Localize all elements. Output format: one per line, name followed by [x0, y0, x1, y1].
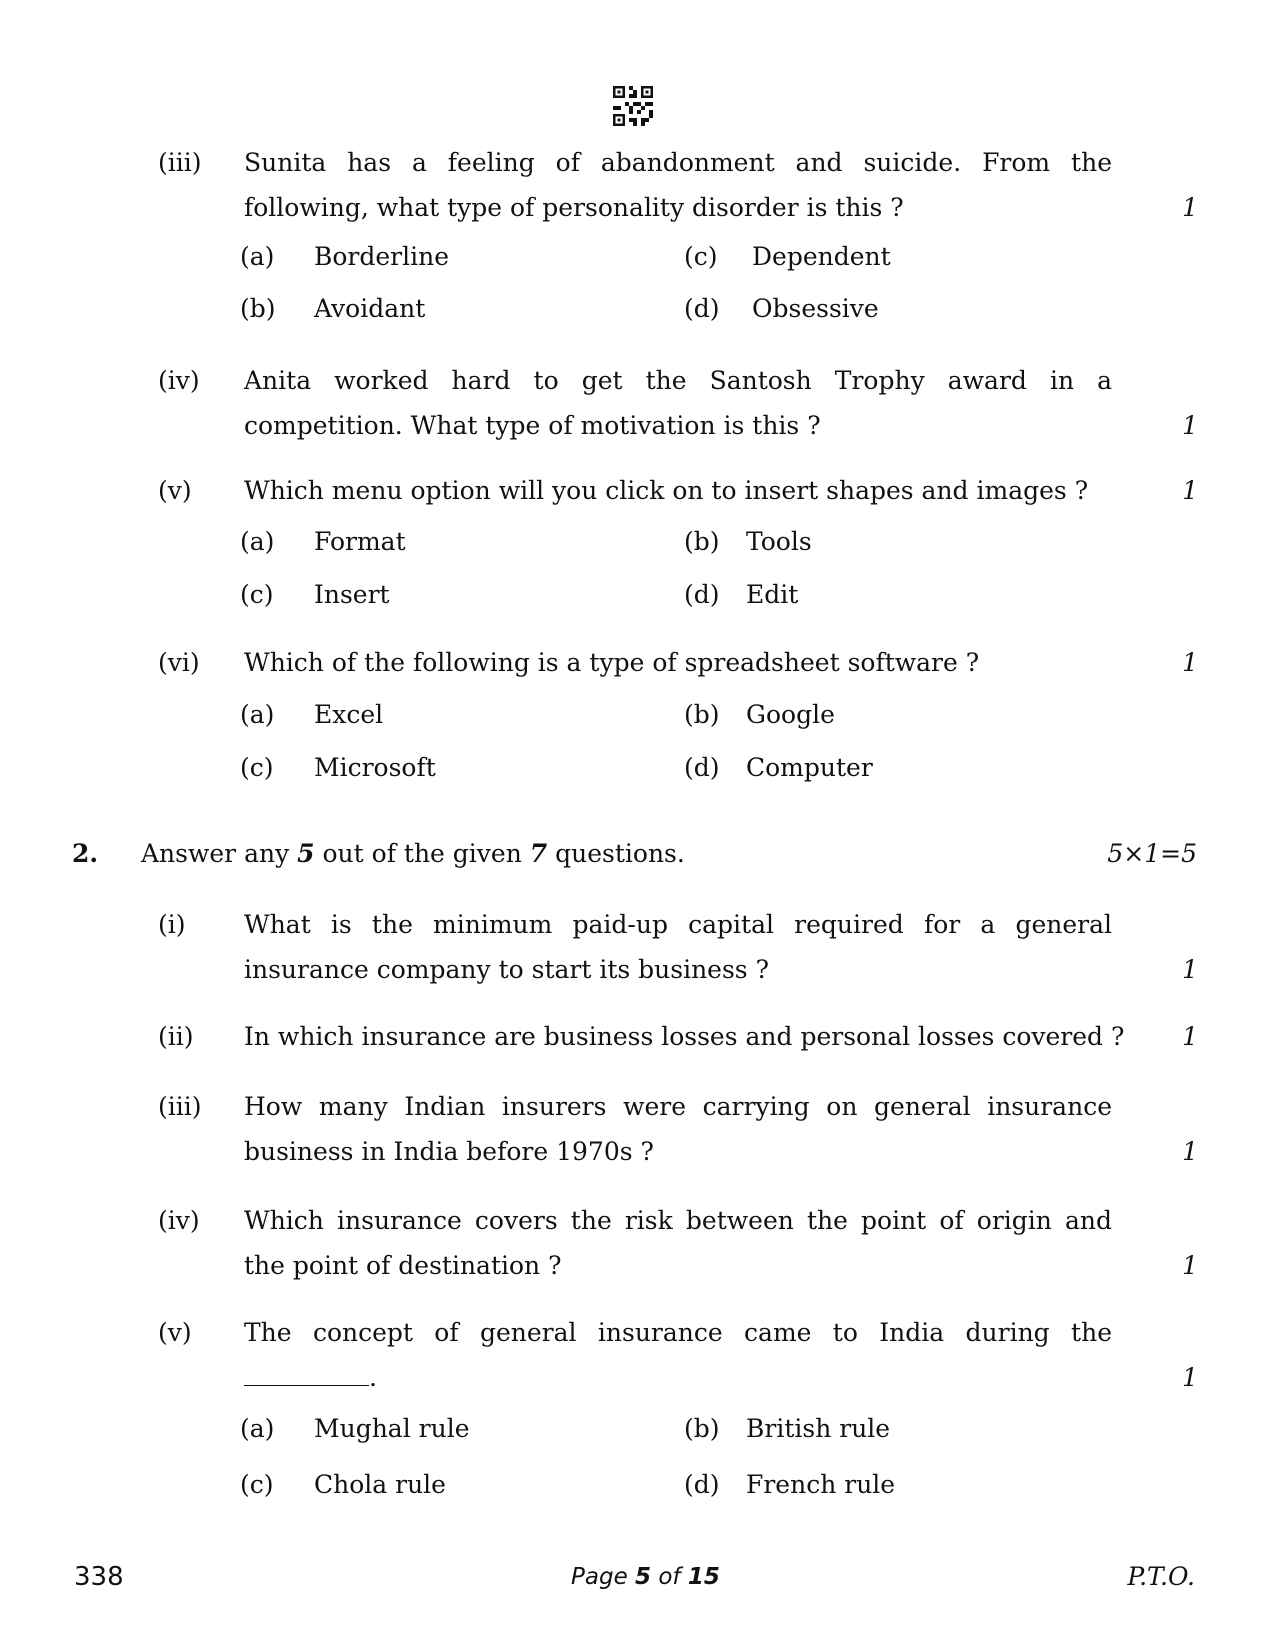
- option-label: (b): [684, 527, 720, 556]
- question-line-2: following, what type of personality disorder is this ?: [244, 193, 904, 222]
- option-label: (a): [240, 700, 275, 729]
- marks: 1: [1182, 1137, 1198, 1166]
- question-number: (vi): [158, 648, 200, 677]
- blank-suffix: .: [369, 1363, 377, 1392]
- question-line-2: competition. What type of motivation is this ?: [244, 411, 821, 440]
- page-prefix: Page: [571, 1564, 636, 1590]
- instruction-count: 5: [297, 839, 315, 868]
- option-label: (c): [240, 580, 274, 609]
- option-label: (d): [684, 294, 720, 323]
- option-text: Dependent: [752, 242, 891, 271]
- option-text: Excel: [314, 700, 384, 729]
- option-label: (a): [240, 242, 275, 271]
- marks: 1: [1182, 955, 1198, 984]
- question-number: (iii): [158, 148, 202, 177]
- instruction-part: Answer any: [141, 839, 298, 868]
- question-line-1: Sunita has a feeling of abandonment and suicide. From the: [244, 148, 1112, 177]
- question-text: [244, 902, 1112, 992]
- question-number: (i): [158, 910, 186, 939]
- option-text: Mughal rule: [314, 1414, 470, 1443]
- question-line-1: Which insurance covers the risk between the point of origin and: [244, 1206, 1112, 1235]
- option-text: French rule: [746, 1470, 896, 1499]
- instruction-part: questions.: [547, 839, 685, 868]
- option-label: (d): [684, 753, 720, 782]
- question-number: (v): [158, 1318, 192, 1347]
- pto-label: P.T.O.: [1127, 1562, 1195, 1591]
- option-label: (b): [684, 700, 720, 729]
- page-total: 15: [687, 1564, 720, 1590]
- marks: 1: [1182, 193, 1198, 222]
- question-line-1: What is the minimum paid-up capital required for a general: [244, 910, 1112, 939]
- option-text: British rule: [746, 1414, 891, 1443]
- option-label: (b): [684, 1414, 720, 1443]
- question-text: [244, 1084, 1112, 1174]
- option-text: Avoidant: [314, 294, 426, 323]
- question-line-1: How many Indian insurers were carrying on general insurance: [244, 1092, 1112, 1121]
- marks: 1: [1182, 411, 1198, 440]
- option-label: (c): [240, 1470, 274, 1499]
- marks: 1: [1182, 476, 1198, 505]
- question-text: [244, 358, 1112, 448]
- option-label: (b): [240, 294, 276, 323]
- option-text: Chola rule: [314, 1470, 446, 1499]
- option-text: Borderline: [314, 242, 450, 271]
- option-text: Insert: [314, 580, 390, 609]
- option-text: Edit: [746, 580, 799, 609]
- option-label: (a): [240, 527, 275, 556]
- option-text: Microsoft: [314, 753, 436, 782]
- question-line-2: insurance company to start its business ?: [244, 955, 769, 984]
- page-current: 5: [635, 1564, 652, 1590]
- option-text: Tools: [746, 527, 812, 556]
- question-text: Which menu option will you click on to insert shapes and images ?: [244, 476, 1089, 505]
- question-2-instruction: [141, 831, 685, 876]
- option-label: (d): [684, 580, 720, 609]
- option-label: (a): [240, 1414, 275, 1443]
- marks: 1: [1182, 1251, 1198, 1280]
- question-number: (iv): [158, 366, 200, 395]
- instruction-count: 7: [529, 839, 548, 868]
- question-line-2: business in India before 1970s ?: [244, 1137, 654, 1166]
- marks: 1: [1182, 648, 1198, 677]
- question-number: (ii): [158, 1022, 194, 1051]
- page-of: of: [651, 1564, 688, 1590]
- option-text: Obsessive: [752, 294, 879, 323]
- question-line-1: The concept of general insurance came to India during the: [244, 1318, 1112, 1347]
- question-text: Which of the following is a type of spreadsheet software ?: [244, 648, 980, 677]
- question-number: (iv): [158, 1206, 200, 1235]
- question-2-marks: 5×1=5: [1107, 839, 1197, 868]
- question-line-2: the point of destination ?: [244, 1251, 562, 1280]
- fill-in-blank: [244, 1359, 369, 1386]
- question-number: (v): [158, 476, 192, 505]
- option-label: (d): [684, 1470, 720, 1499]
- question-number: (iii): [158, 1092, 202, 1121]
- option-label: (c): [684, 242, 718, 271]
- page-number: [571, 1564, 720, 1590]
- marks: 1: [1182, 1363, 1198, 1392]
- option-text: Format: [314, 527, 406, 556]
- marks: 1: [1182, 1022, 1198, 1051]
- option-label: (c): [240, 753, 274, 782]
- option-text: Computer: [746, 753, 873, 782]
- question-text: [244, 140, 1112, 230]
- qr-code-icon: [613, 86, 653, 126]
- instruction-part: out of the given: [314, 839, 530, 868]
- question-text: [244, 1310, 1112, 1400]
- question-line-1: Anita worked hard to get the Santosh Trophy award in a: [244, 366, 1112, 395]
- option-text: Google: [746, 700, 835, 729]
- paper-code: 338: [74, 1562, 124, 1592]
- question-2-number: 2.: [72, 839, 99, 868]
- question-text: [244, 1198, 1112, 1288]
- question-text: In which insurance are business losses and personal losses covered ?: [244, 1022, 1125, 1051]
